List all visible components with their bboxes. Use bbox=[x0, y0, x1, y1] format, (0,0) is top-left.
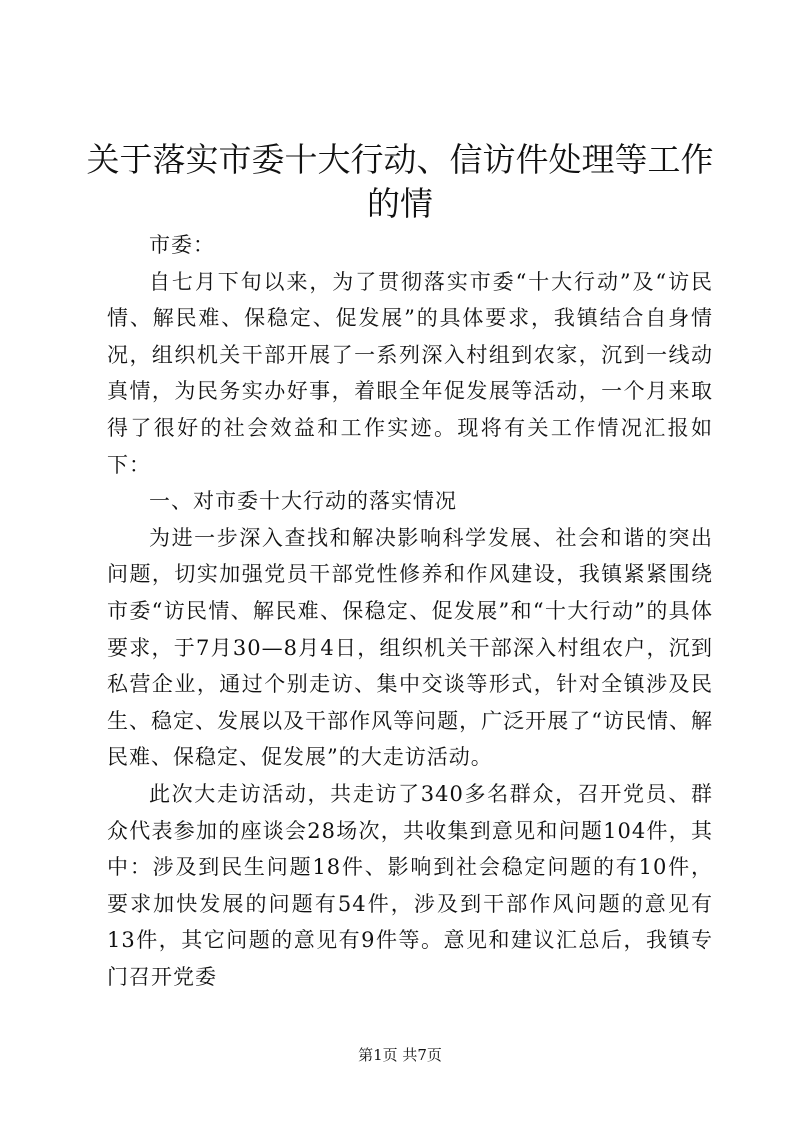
section-heading: 一、对市委十大行动的落实情况 bbox=[149, 489, 457, 514]
paragraph-section-1: 为进一步深入查找和解决影响科学发展、社会和谐的突出问题，切实加强党员干部党性修养和作风建设，我镇紧紧围绕市委“访民情、解民难、保稳定、促发展”和“十大行动”的具体要求，于7月30—8月4日，组织机关干部深入村组农户，沉到私营企业，通过个别走访、集中交谈等形式，针对全镇涉及民生、稳定、发展以及干部作风等问题，广泛开展了“访民情、解民难、保稳定、促发展”的大走访活动。 bbox=[107, 525, 713, 770]
document-title: 关于落实市委十大行动、信访件处理等工作的情 bbox=[86, 140, 714, 223]
paragraph-visit-stats: 此次大走访活动，共走访了340多名群众，召开党员、群众代表参加的座谈会28场次，共收集到意见和问题104件，其中：涉及到民生问题18件、影响到社会稳定问题的有10件，要求加快发展的问题有54件，涉及到干部作风问题的意见有13件，其它问题的意见有9件等。意见和建议汇总后，我镇专门召开党委 bbox=[107, 781, 713, 989]
salutation: 市委： bbox=[149, 233, 215, 257]
document-body bbox=[107, 227, 713, 995]
page-number-footer: 第1页 共7页 bbox=[358, 1046, 442, 1064]
paragraph-intro: 自七月下旬以来，为了贯彻落实市委“十大行动”及“访民情、解民难、保稳定、促发展”的具体要求，我镇结合自身情况，组织机关干部开展了一系列深入村组到农家，沉到一线动真情，为民务实办好事，着眼全年促发展等活动，一个月来取得了很好的社会效益和工作实迹。现将有关工作情况汇报如下： bbox=[107, 269, 713, 477]
